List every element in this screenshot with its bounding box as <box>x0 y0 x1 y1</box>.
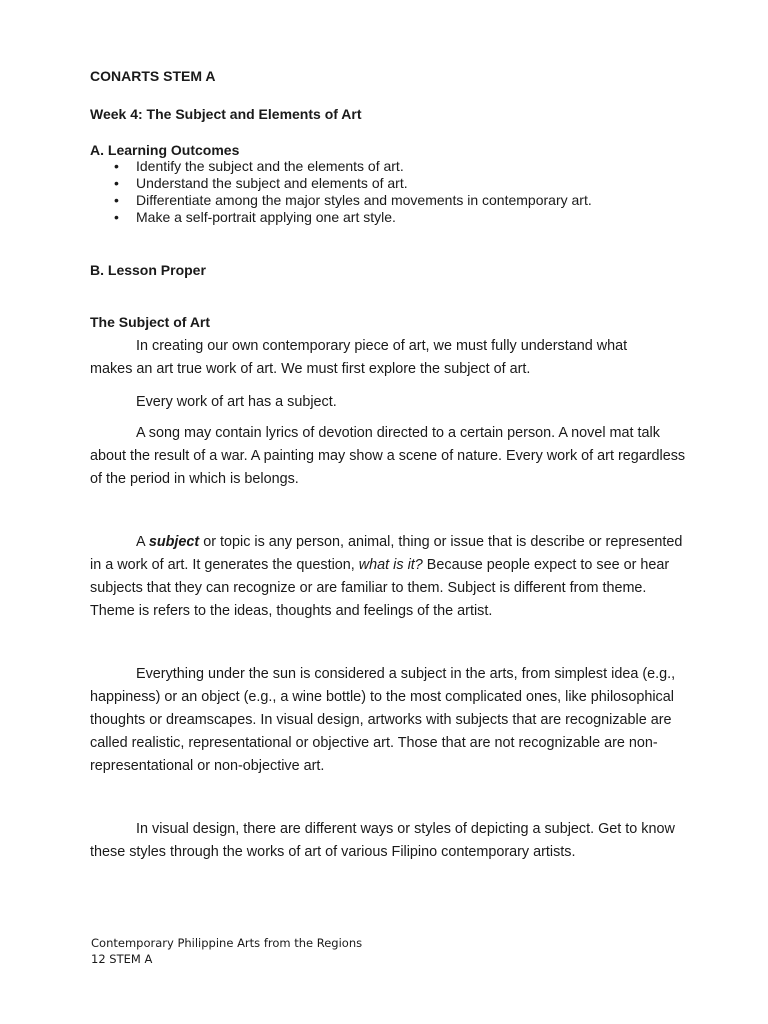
paragraph-4: A subject or topic is any person, animal, thing or issue that is describe or represented in a work of art. It generates the question, what is it? Because people expect to see or hear subjects that they can recognize or are familiar to them. Subject is different from theme. Theme is refers to the ideas, thoughts and feelings of the artist. <box>90 534 683 619</box>
learning-outcomes-list <box>90 158 690 226</box>
learning-outcomes-heading: A. Learning Outcomes <box>90 142 240 158</box>
week-title: Week 4: The Subject and Elements of Art <box>90 106 362 122</box>
paragraph-6: In visual design, there are different ways or styles of depicting a subject. Get to know these styles through the works of art of various Filipino contemporary artists. <box>90 821 675 860</box>
subject-of-art-heading: The Subject of Art <box>90 314 211 330</box>
list-item: • Differentiate among the major styles and movements in contemporary art. <box>114 192 592 208</box>
bullet-icon: • <box>114 192 119 208</box>
list-item: • Identify the subject and the elements of art. <box>114 158 404 174</box>
bullet-icon: • <box>114 158 119 174</box>
question-phrase: what is it? <box>358 557 423 573</box>
course-title: CONARTS STEM A <box>90 68 216 84</box>
list-item: • Understand the subject and elements of art. <box>114 175 408 191</box>
subject-term: subject <box>148 534 200 550</box>
paragraph-5: Everything under the sun is considered a subject in the arts, from simplest idea (e.g., happiness) or an object (e.g., a wine bottle) to the most complicated ones, like philosophical thoughts or dreamscapes. In visual design, artworks with subjects that are recognizable are called realistic, representational or objective art. Those that are not recognizable are non-representational or non-objective art. <box>90 666 676 774</box>
page-footer <box>91 935 362 967</box>
paragraph-1: In creating our own contemporary piece of art, we must fully understand what makes an art true work of art. We must first explore the subject of art. <box>90 338 628 377</box>
footer-section: 12 STEM A <box>91 952 153 966</box>
lesson-proper-heading: B. Lesson Proper <box>90 262 206 278</box>
bullet-icon: • <box>114 175 119 191</box>
paragraph-3: A song may contain lyrics of devotion directed to a certain person. A novel mat talk about the result of a war. A painting may show a scene of nature. Every work of art regardless of the period in which is belongs. <box>90 425 686 487</box>
bullet-icon: • <box>114 209 119 225</box>
footer-subject: Contemporary Philippine Arts from the Regions <box>91 936 363 950</box>
list-item: • Make a self-portrait applying one art style. <box>114 209 396 225</box>
paragraph-2: Every work of art has a subject. <box>136 394 337 410</box>
